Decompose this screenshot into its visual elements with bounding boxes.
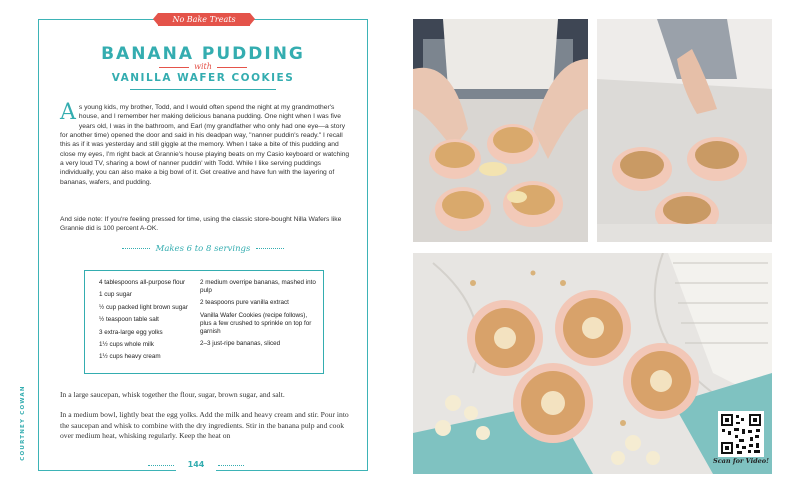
ingredient-item: 1 cup sugar — [99, 291, 132, 299]
ingredient-item: 2–3 just-ripe bananas, sliced — [200, 340, 281, 348]
qr-caption: Scan for Video! — [713, 457, 769, 465]
ingredient-item: 4 tablespoons all-purpose flour — [99, 279, 186, 286]
page-number: 144 — [176, 459, 216, 471]
qr-code-icon — [720, 413, 762, 455]
ingredient-item: 1½ cups whole milk — [99, 340, 154, 348]
side-note: And side note: If you're feeling pressed for time, using the classic store-bought Nilla Wafers like Grannie did is 100 percent A-OK. — [60, 216, 342, 233]
photo-sprinkling-crumbs — [597, 19, 772, 242]
photo-hands-placing-wafers — [413, 19, 588, 242]
ingredient-item: 2 medium overripe bananas, mashed into pulp — [200, 279, 316, 294]
photo-sprinkling-crumbs-image — [597, 19, 772, 242]
section-tag: No Bake Treats — [158, 13, 250, 26]
ingredient-item: 1½ cups heavy cream — [99, 353, 161, 361]
yield-line: Makes 6 to 8 servings — [38, 244, 368, 254]
photo-hands-placing-wafers-image — [413, 19, 588, 242]
qr-code[interactable] — [718, 411, 764, 457]
drop-cap: A — [60, 100, 76, 125]
ingredient-item: ½ cup packed light brown sugar — [99, 303, 188, 311]
author-name: COURTNEY COWAN — [20, 385, 26, 461]
method-step: In a medium bowl, lightly beat the egg yolks. Add the milk and heavy cream and stir. Pour into the saucepan and whisk to combine with the dry ingredients. Stir in the banana pulp and cook over medium heat, whisking regularly. Keep the heat on — [60, 410, 349, 441]
intro-paragraph — [60, 100, 350, 187]
ingredients-column-right — [200, 279, 318, 353]
ingredient-item: 2 teaspoons pure vanilla extract — [200, 299, 289, 307]
ingredient-item: Vanilla Wafer Cookies (recipe follows), plus a few crushed to sprinkle on top for garnish — [200, 311, 312, 335]
method-step: In a large saucepan, whisk together the flour, sugar, brown sugar, and salt. — [60, 390, 285, 399]
recipe-title: BANANA PUDDING — [101, 44, 305, 64]
author-running-head — [17, 385, 27, 465]
title-connector: with — [38, 62, 368, 71]
ingredient-item: ½ teaspoon table salt — [99, 316, 159, 324]
ingredient-item: 3 extra-large egg yolks — [99, 328, 163, 336]
title-rule — [130, 89, 276, 90]
intro-text: s young kids, my brother, Todd, and I would often spend the night at my grandmother's house, and I remember her making delicious banana pudding. One night when I was five years old, I was in the bathroom, and Earl (my grandfather who only had one eye—a story for another time) opened the door and said in his deadpan way, "nanner puddin's ready." I recall this as if it was yesterday and still giggle at the memory. When I take a bite of this pudding and close my eyes, I'm right back at Grannie's house playing beats on my Casio keyboard or watching a very loud TV, sharing a bowl of nanner puddin' with Todd. While I like serving puddings individually, you can also make a big bowl of it. Get creative and have fun with the layering of bananas, wafers, and pudding. — [60, 104, 350, 186]
recipe-subtitle: VANILLA WAFER COOKIES — [111, 72, 295, 84]
ingredients-column-left — [99, 279, 194, 366]
